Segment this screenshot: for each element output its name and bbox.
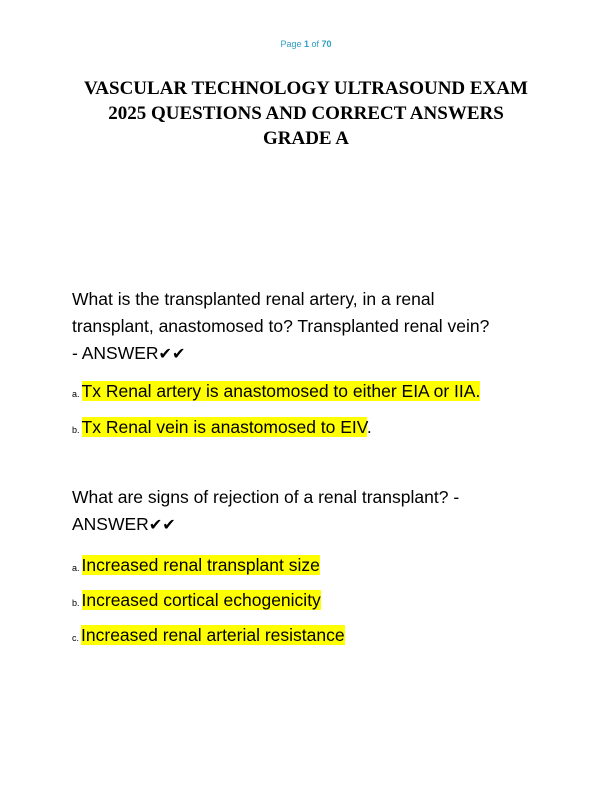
answer-label: ANSWER bbox=[72, 514, 149, 534]
answer-option bbox=[72, 589, 321, 614]
answer-highlight: Increased renal arterial resistance bbox=[81, 625, 345, 645]
option-marker: a. bbox=[72, 563, 80, 573]
question-line: What are signs of rejection of a renal transplant? - bbox=[72, 487, 460, 507]
answer-highlight: Tx Renal artery is anastomosed to either EIA or IIA. bbox=[81, 381, 481, 401]
question-1 bbox=[72, 286, 552, 367]
answer-highlight: Tx Renal vein is anastomosed to EIV bbox=[81, 417, 367, 437]
answer-trailing: . bbox=[366, 417, 372, 437]
option-marker: a. bbox=[72, 389, 80, 399]
page-total: 70 bbox=[321, 39, 332, 49]
page-prefix: Page bbox=[280, 39, 302, 49]
question-2 bbox=[72, 484, 552, 538]
question-line bbox=[72, 340, 552, 367]
answer-option bbox=[72, 624, 345, 649]
question-line bbox=[72, 511, 552, 538]
option-marker: b. bbox=[72, 425, 80, 435]
page-number-header bbox=[0, 39, 612, 49]
title-line: 2025 QUESTIONS AND CORRECT ANSWERS bbox=[108, 103, 504, 124]
check-icon: ✔✔ bbox=[158, 344, 186, 363]
question-line: transplant, anastomosed to? Transplanted renal vein? bbox=[72, 316, 490, 336]
question-line: What is the transplanted renal artery, in a renal bbox=[72, 289, 435, 309]
answer-highlight: Increased renal transplant size bbox=[81, 555, 320, 575]
page-of: of bbox=[311, 39, 320, 49]
option-marker: b. bbox=[72, 598, 80, 608]
option-marker: c. bbox=[72, 633, 80, 643]
title-line: VASCULAR TECHNOLOGY ULTRASOUND EXAM bbox=[84, 78, 528, 99]
page-current: 1 bbox=[303, 39, 309, 49]
answer-label: - ANSWER bbox=[72, 343, 159, 363]
answer-highlight: Increased cortical echogenicity bbox=[81, 590, 321, 610]
answer-option bbox=[72, 380, 480, 405]
answer-option bbox=[72, 554, 320, 579]
answer-option bbox=[72, 416, 372, 441]
check-icon: ✔✔ bbox=[148, 515, 176, 534]
document-title bbox=[60, 76, 552, 151]
title-line: GRADE A bbox=[262, 128, 350, 149]
